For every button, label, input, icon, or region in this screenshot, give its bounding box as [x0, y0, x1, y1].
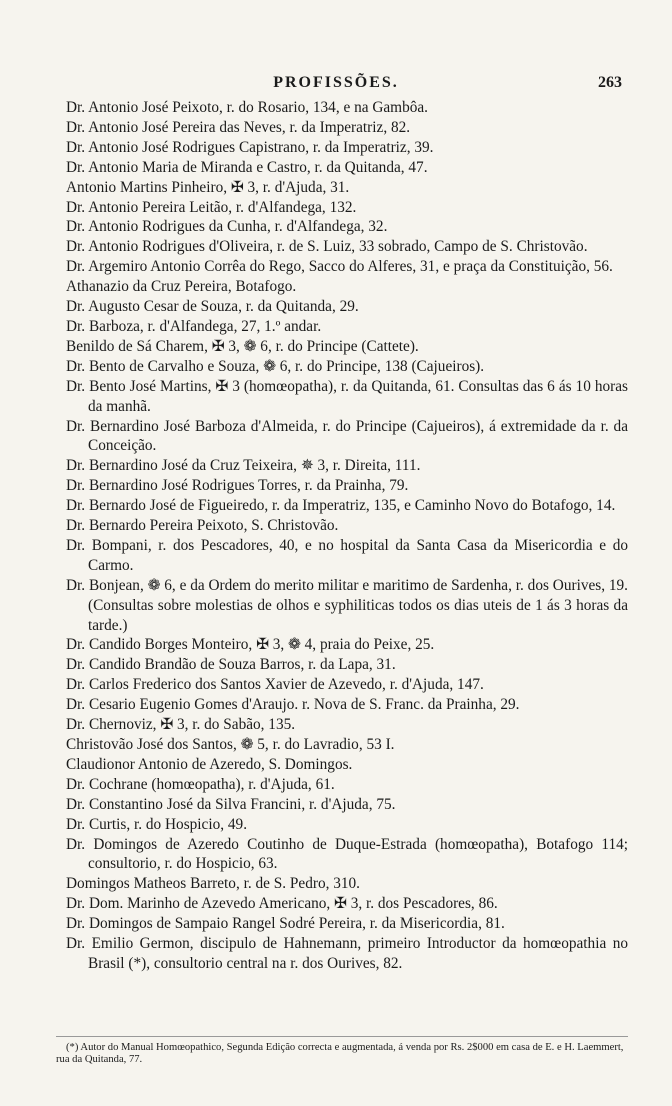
directory-entry: Dr. Antonio José Rodrigues Capistrano, r. da Imperatriz, 39. [66, 138, 434, 156]
directory-entry: Dr. Curtis, r. do Hospicio, 49. [66, 815, 248, 833]
directory-entry: Dr. Candido Brandão de Souza Barros, r. da Lapa, 31. [66, 656, 396, 674]
directory-entry: Dr. Bernardino José Rodrigues Torres, r. da Prainha, 79. [66, 477, 409, 495]
directory-entry: Dr. Antonio Rodrigues da Cunha, r. d'Alfandega, 32. [66, 218, 388, 236]
directory-entry: Dr. Augusto Cesar de Souza, r. da Quitanda, 29. [66, 298, 359, 316]
directory-entry: Benildo de Sá Charem, ✠ 3, ❁ 6, r. do Principe (Cattete). [66, 337, 419, 355]
directory-entry: Dr. Cesario Eugenio Gomes d'Araujo. r. Nova de S. Franc. da Prainha, 29. [66, 696, 520, 714]
directory-entry: Dr. Candido Borges Monteiro, ✠ 3, ❁ 4, praia do Peixe, 25. [66, 636, 435, 654]
directory-entry: Dr. Argemiro Antonio Corrêa do Rego, Sacco do Alferes, 31, e praça da Constituição, 56. [66, 258, 613, 276]
directory-entry: Dr. Emilio Germon, discipulo de Hahnemann, primeiro Introductor da homœopathia no Brasil (*), consultorio central na r. dos Ourives, 82. [66, 935, 628, 972]
directory-entry: Dr. Bonjean, ❁ 6, e da Ordem do merito militar e maritimo de Sardenha, r. dos Ourives, 19. (Consultas sobre molestias de olhos e syphiliticas todos os dias uteis de 1 ás 3 horas da tarde.) [66, 576, 628, 634]
footnote: (*) Autor do Manual Homœopathico, Segunda Edição correcta e augmentada, á venda por Rs. 2$000 em casa de E. e H. Laemmert, rua da Quitanda, 77. [56, 1042, 624, 1065]
directory-entry: Dr. Bernardino José da Cruz Teixeira, ✵ 3, r. Direita, 111. [66, 457, 421, 475]
directory-entry: Dr. Bernardo José de Figueiredo, r. da Imperatriz, 135, e Caminho Novo do Botafogo, 14. [66, 497, 616, 515]
directory-entry: Christovão José dos Santos, ❁ 5, r. do Lavradio, 53 I. [66, 736, 395, 753]
directory-entry: Dr. Bento José Martins, ✠ 3 (homœopatha), r. da Quitanda, 61. Consultas das 6 ás 10 horas da manhã. [66, 377, 628, 415]
directory-entry: Dr. Antonio Pereira Leitão, r. d'Alfandega, 132. [66, 198, 357, 216]
directory-entry: Dr. Bernardo Pereira Peixoto, S. Christovão. [66, 517, 339, 535]
directory-entry: Antonio Martins Pinheiro, ✠ 3, r. d'Ajuda, 31. [66, 178, 350, 196]
directory-entry: Dr. Bompani, r. dos Pescadores, 40, e no hospital da Santa Casa da Misericordia e do Carmo. [66, 536, 628, 574]
directory-entry: Dr. Antonio José Peixoto, r. do Rosario, 134, e na Gambôa. [66, 99, 428, 116]
directory-entry: Domingos Matheos Barreto, r. de S. Pedro, 310. [66, 875, 361, 893]
directory-entry: Dr. Chernoviz, ✠ 3, r. do Sabão, 135. [66, 716, 296, 734]
directory-entry: Dr. Domingos de Azeredo Coutinho de Duque-Estrada (homœopatha), Botafogo 114; consultorio, r. do Hospicio, 63. [66, 835, 628, 873]
directory-entry: Dr. Bernardino José Barboza d'Almeida, r. do Principe (Cajueiros), á extremidade da r. da Conceição. [66, 417, 628, 455]
directory-entries [66, 98, 628, 974]
page-header [0, 74, 672, 98]
directory-entry: Dr. Bento de Carvalho e Souza, ❁ 6, r. do Principe, 138 (Cajueiros). [66, 357, 485, 375]
page-number: 263 [598, 74, 622, 91]
directory-entry: Dr. Barboza, r. d'Alfandega, 27, 1.º andar. [66, 317, 322, 335]
directory-entry: Dr. Dom. Marinho de Azevedo Americano, ✠ 3, r. dos Pescadores, 86. [66, 895, 498, 913]
directory-entry: Dr. Constantino José da Silva Francini, r. d'Ajuda, 75. [66, 795, 396, 813]
directory-entry: Claudionor Antonio de Azeredo, S. Domingos. [66, 755, 353, 773]
directory-entry: Athanazio da Cruz Pereira, Botafogo. [66, 278, 297, 296]
directory-entry: Dr. Antonio Maria de Miranda e Castro, r. da Quitanda, 47. [66, 158, 428, 176]
directory-entry: Dr. Antonio José Pereira das Neves, r. da Imperatriz, 82. [66, 118, 411, 136]
directory-entry: Dr. Domingos de Sampaio Rangel Sodré Pereira, r. da Misericordia, 81. [66, 915, 505, 933]
directory-entry: Dr. Antonio Rodrigues d'Oliveira, r. de S. Luiz, 33 sobrado, Campo de S. Christovão. [66, 238, 588, 256]
footnote-divider [56, 1036, 628, 1037]
directory-entry: Dr. Carlos Frederico dos Santos Xavier de Azevedo, r. d'Ajuda, 147. [66, 676, 484, 694]
directory-entry: Dr. Cochrane (homœopatha), r. d'Ajuda, 61. [66, 775, 335, 793]
running-title: PROFISSÕES. [273, 74, 399, 91]
